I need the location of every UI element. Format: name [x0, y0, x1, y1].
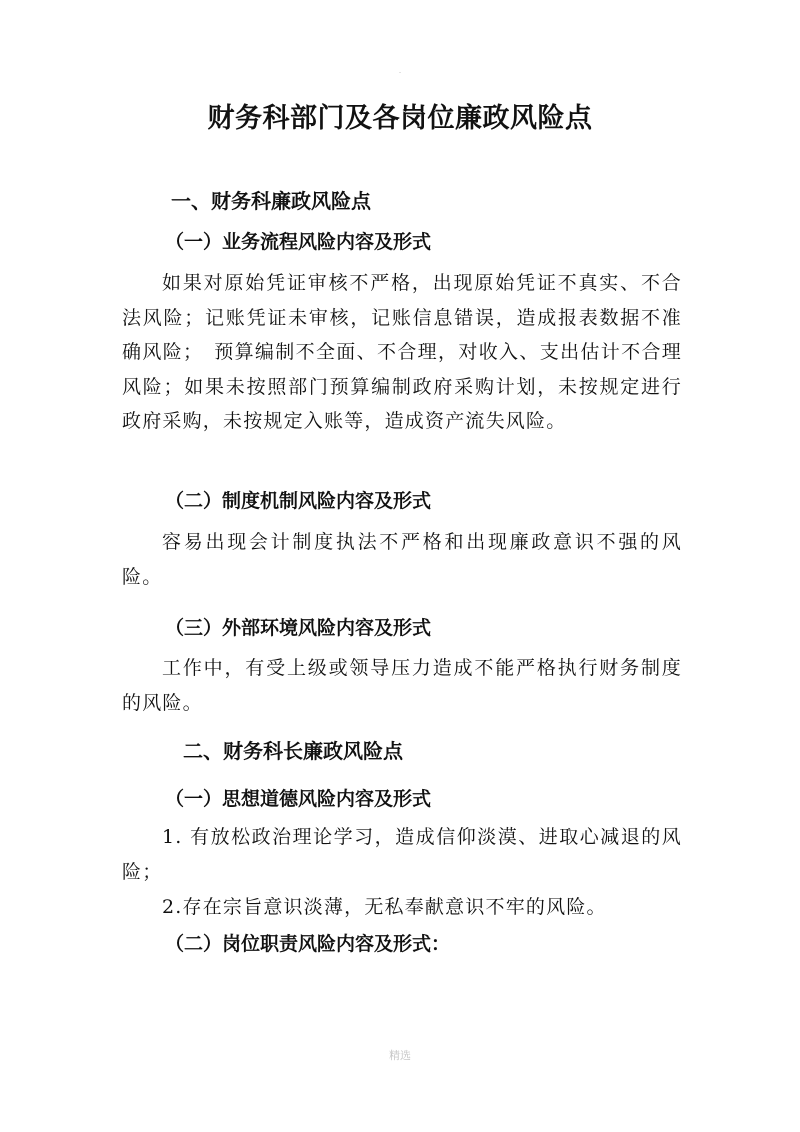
list-item-2: 2.存在宗旨意识淡薄，无私奉献意识不牢的风险。 — [162, 896, 607, 918]
footer-watermark: 精选 — [389, 1049, 411, 1062]
list-item-1: 1. 有放松政治理论学习，造成信仰淡漠、进取心减退的风险； — [122, 826, 682, 883]
paragraph-external-environment: 工作中，有受上级或领导压力造成不能严格执行财务制度的风险。 — [122, 657, 682, 714]
subsection-heading-2-1: （一）思想道德风险内容及形式 — [165, 788, 432, 810]
paragraph-institutional: 容易出现会计制度执法不严格和出现廉政意识不强的风险。 — [122, 531, 682, 588]
subsection-heading-2-2: （二）岗位职责风险内容及形式： — [165, 933, 451, 955]
subsection-heading-1-2: （二）制度机制风险内容及形式 — [165, 490, 432, 512]
document-title: 财务科部门及各岗位廉政风险点 — [207, 103, 593, 134]
section-heading-1: 一、财务科廉政风险点 — [171, 189, 371, 213]
subsection-heading-1-1: （一）业务流程风险内容及形式 — [165, 231, 432, 253]
section-heading-2: 二、财务科长廉政风险点 — [183, 739, 403, 763]
header-mark: . — [398, 66, 402, 75]
paragraph-business-process: 如果对原始凭证审核不严格，出现原始凭证不真实、不合法风险；记账凭证未审核，记账信息错误，造成报表数据不准确风险； 预算编制不全面、不合理，对收入、支出估计不合理风险；如果未按照部门预算编制政府采购计划，未按规定进行政府采购，未按规定入账等，造成资产流失风险。 — [122, 272, 682, 432]
subsection-heading-1-3: （三）外部环境风险内容及形式 — [165, 617, 432, 639]
